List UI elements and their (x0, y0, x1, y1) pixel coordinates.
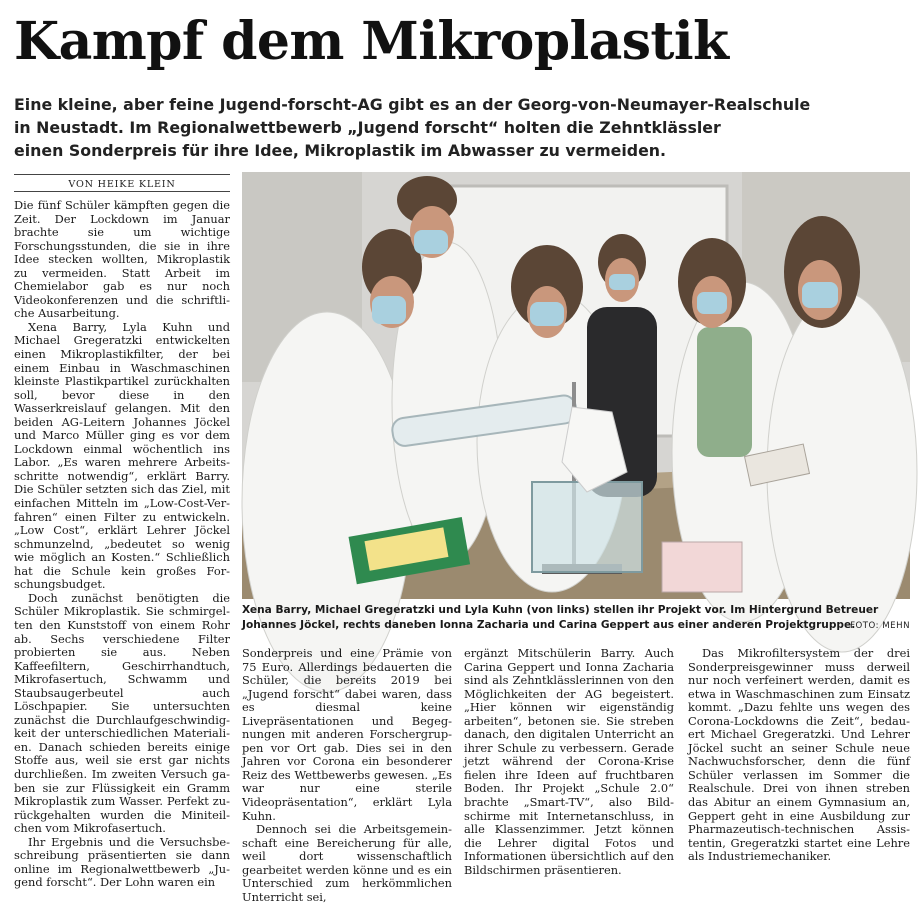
byline-box (14, 174, 230, 192)
article-column-4 (688, 647, 910, 892)
paragraph: ergänzt Mitschülerin Barry. Auch Carina Geppert und Ionna Zacharia sind als Zehntklässlerinnen von den Möglichkeiten der AG begeistert. „Hier können wir eigenständig arbeiten“, betonen sie. Sie streben danach, den digitalen Unterricht an ihrer Schule zu verbessern. Gerade jetzt während der Corona-Krise fielen ihre Ideen auf fruchtbaren Boden. Ihr Projekt „Schule 2.0“ brachte „Smart-TV“, also Bildschirme mit Internetanschluss, in alle Klassenzimmer. Jetzt können die Lehrer digital Fotos und Informationen übersichtlich auf den Bildschirmen präsentieren. (464, 646, 674, 877)
photo-credit: FOTO: MEHN (850, 621, 910, 631)
standfirst-line: in Neustadt. Im Regionalwettbewerb „Jugend forscht“ holten die Zehntklässler (14, 118, 721, 137)
standfirst (14, 93, 914, 162)
paragraph: Doch zunächst benötigten die Schüler Mikroplastik. Sie schmirgelten den Kunststoff von einem Rohr ab. Sechs verschiedene Filter probierten sie aus. Neben Kaffeefiltern, Geschirrhandtuch, Mikrofasertuch, Schwamm und Staubsaugerbeutel auch Löschpapier. Sie untersuchten zunächst die Durchlaufgeschwindigkeit der unterschiedlichen Materialien. Danach schieden bereits einige Stoffe aus, weil sie erst gar nichts durchließen. Im zweiten Versuch gaben sie zur Flüssigkeit ein Gramm Mikroplastik zum Wasser. Perfekt zurückgehalten wurden die Miniteilchen vom Mikrofasertuch. (14, 590, 230, 836)
paragraph: Ihr Ergebnis und die Versuchsbeschreibung präsentierten sie dann online im Regionalwettbewerb „Jugend forscht“. Der Lohn waren ein (14, 834, 230, 890)
paragraph: Die fünf Schüler kämpften gegen die Zeit. Der Lockdown im Januar brachte sie um wichtige Forschungsstunden, die sie in ihre Idee stecken wollten, Mikroplastik zu vermeiden. Statt Arbeit im Chemielabor gab es nur noch Videokonferenzen und die schriftliche Ausarbeitung. (14, 198, 230, 321)
article-column-2 (242, 646, 452, 904)
photo-caption: Xena Barry, Michael Gregeratzki und Lyla Kuhn (von links) stellen ihr Projekt vor. Im Hintergrund Betreuer Johannes Jöckel, rechts daneben Ionna Zacharia und Carina Geppert aus einer anderen Projektgruppe. (242, 604, 879, 631)
article-column-3 (464, 647, 674, 892)
paragraph: Dennoch sei die Arbeitsgemeinschaft eine Bereicherung für alle, weil dort wissenschaftlich gearbeitet werden könne und es ein Unterschied zum herkömmlichen Unterricht sei, (242, 822, 452, 904)
headline: Kampf dem Mikroplastik (14, 11, 729, 72)
paragraph: Das Mikrofiltersystem der drei Sonderpreisgewinner muss derweil nur noch verfeinert werden, damit es etwa in Waschmaschinen zum Einsatz kommt. „Dazu fehlte uns wegen des Corona-Lockdowns die Zeit“, bedauert Michael Gregeratzki. Und Lehrer Jöckel sucht an seiner Schule neue Nachwuchsforscher, denn die fünf Schüler verlassen im Sommer die Realschule. Drei von ihnen streben das Abitur an einem Gymnasium an, Geppert geht in eine Ausbildung zur Pharmazeutisch-technischen Assistentin, Gregeratzki startet eine Lehre als Industriemechaniker. (688, 646, 910, 864)
standfirst-line: Eine kleine, aber feine Jugend-forscht-AG gibt es an der Georg-von-Neumayer-Realschule (14, 95, 811, 114)
article-column-1 (14, 174, 230, 892)
article-photo (242, 172, 910, 599)
paragraph: Sonderpreis und eine Prämie von 75 Euro. Allerdings bedauerten die Schüler, die bereits 2019 bei „Jugend forscht“ dabei waren, dass es diesmal keine Livepräsentationen und Begegnungen mit anderen Forschergruppen vor Ort gab. Dies sei in den Jahren vor Corona ein besonderer Reiz des Wettbewerbs gewesen. „Es war nur eine sterile Videopräsentation“, erklärt Lyla Kuhn. (242, 646, 452, 823)
photo-illustration (242, 172, 910, 599)
paragraph: Xena Barry, Lyla Kuhn und Michael Gregeratzki entwickelten einen Mikroplastikfilter, der bei einem Einbau in Waschmaschinen kleinste Plastikpartikel zurückhalten soll, bevor diese in den Wasserkreislauf gelangen. Mit den beiden AG-Leitern Johannes Jöckel und Marco Müller ging es vor dem Lockdown einmal wöchentlich ins Labor. „Es waren mehrere Arbeitsschritte notwendig“, erklärt Barry. Die Schüler setzten sich das Ziel, mit einfachen Mitteln im „Low-Cost-Verfahren“ einen Filter zu entwickeln. „Low Cost“, erklärt Lehrer Jöckel schmunzelnd, „bedeutet so wenig wie möglich an Kosten.“ Schließlich hat die Schule kein großes Forschungsbudget. (14, 319, 230, 592)
byline: VON HEIKE KLEIN (68, 179, 176, 190)
standfirst-line: einen Sonderpreis für ihre Idee, Mikroplastik im Abwasser zu vermeiden. (14, 141, 667, 160)
